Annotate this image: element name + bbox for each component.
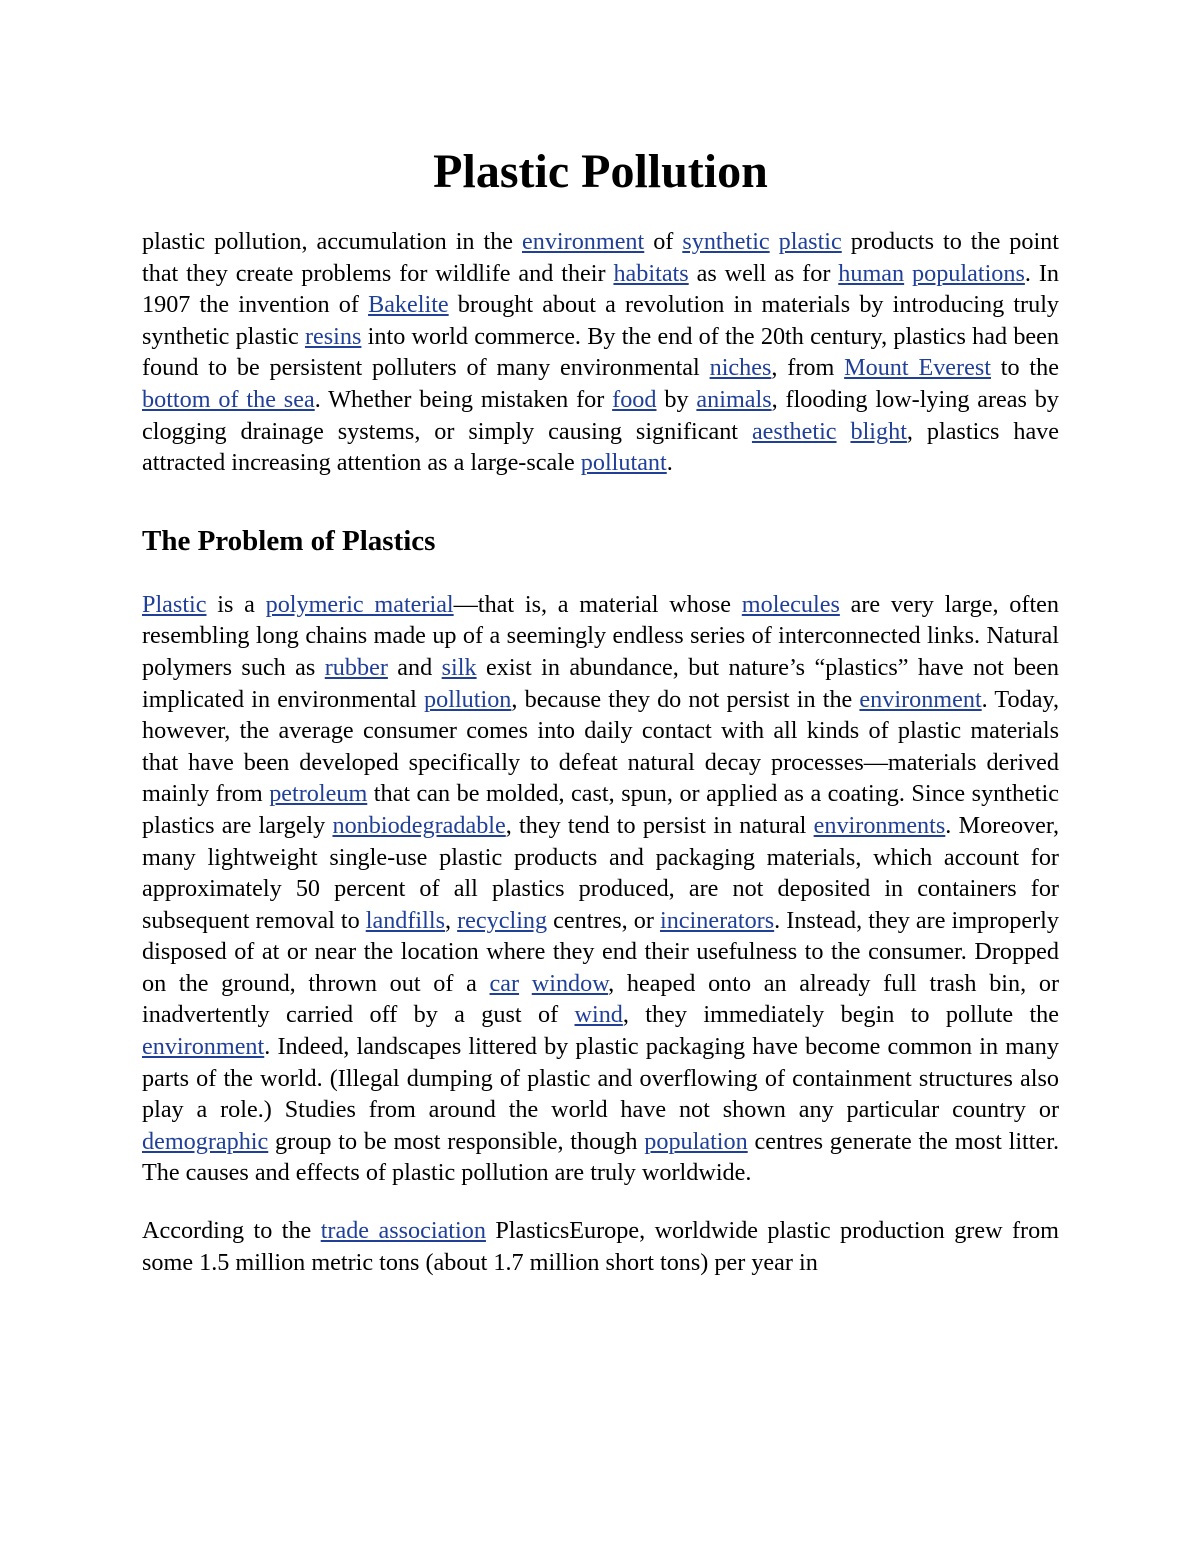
- text-run: group to be most responsible, though: [268, 1127, 645, 1155]
- text-run: . Indeed, landscapes littered by plastic packaging have become common in many parts of the world. (Illegal dumping of plastic and overflowing of containment structures also play a role.) Studies from around the world have not shown any particular country or: [142, 1033, 1059, 1124]
- text-run: into world commerce. By the end of the 20th century, plastics had been found to be persistent polluters of many environmental: [142, 322, 1059, 382]
- link-aesthetic[interactable]: aesthetic: [751, 417, 837, 445]
- text-run: , they immediately begin to pollute the: [622, 1001, 1059, 1029]
- text-run: .: [666, 449, 673, 477]
- text-run: . Moreover, many lightweight single-use plastic products and packaging materials, which account for approximately 50 percent of all plastics produced, are not deposited in containers for subsequent removal to: [142, 811, 1060, 934]
- link-habitats[interactable]: habitats: [613, 259, 689, 287]
- text-run: , they tend to persist in natural: [505, 811, 814, 839]
- link-incinerators[interactable]: incinerators: [659, 906, 775, 934]
- text-run: are very large, often resembling long chains made up of a seemingly endless series of interconnected links. Natural polymers such as: [142, 590, 1059, 681]
- link-environment[interactable]: environment: [522, 228, 645, 255]
- document-page: [142, 140, 1059, 1278]
- text-run: , from: [771, 354, 845, 382]
- text-run: . Whether being mistaken for: [314, 385, 613, 413]
- link-human[interactable]: human: [838, 259, 905, 287]
- text-run: , plastics have attracted increasing attention as a large-scale: [142, 417, 1060, 477]
- body-paragraph-1: [142, 589, 1059, 1189]
- link-molecules[interactable]: molecules: [741, 590, 840, 618]
- text-run: [904, 260, 912, 287]
- link-animals[interactable]: animals: [696, 385, 772, 413]
- link-mount-everest[interactable]: Mount Everest: [844, 354, 991, 382]
- link-bottom-of-the-sea[interactable]: bottom of the sea: [142, 385, 315, 413]
- text-run: that can be molded, cast, spun, or applied as a coating. Since synthetic plastics are largely: [142, 780, 1059, 839]
- link-recycling[interactable]: recycling: [457, 906, 548, 934]
- text-run: [837, 418, 851, 445]
- link-window[interactable]: window: [531, 969, 609, 997]
- link-rubber[interactable]: rubber: [324, 653, 388, 681]
- text-run: , because they do not persist in the: [511, 685, 860, 713]
- link-environment[interactable]: environment: [859, 685, 982, 713]
- text-run: by: [656, 385, 697, 413]
- text-run: to the: [990, 354, 1059, 382]
- text-run: brought about a revolution in materials by introducing truly synthetic plastic: [142, 291, 1060, 350]
- link-nonbiodegradable[interactable]: nonbiodegradable: [332, 811, 506, 839]
- text-run: and: [387, 653, 442, 681]
- text-run: plastic pollution, accumulation in the: [142, 228, 522, 255]
- link-environment[interactable]: environment: [142, 1033, 265, 1061]
- text-run: products to the point that they create problems for wildlife and their: [142, 228, 1059, 287]
- link-pollution[interactable]: pollution: [424, 685, 512, 713]
- text-run: . In 1907 the invention of: [142, 259, 1059, 319]
- body-paragraph-2: [142, 1215, 1059, 1278]
- text-run: . Today, however, the average consumer comes into daily contact with all kinds of plastic materials that have been developed specifically to defeat natural decay processes—materials derived mainly from: [142, 685, 1060, 808]
- text-run: . Instead, they are improperly disposed of at or near the location where they end their usefulness to the consumer. Dropped on the ground, thrown out of a: [142, 906, 1059, 997]
- text-run: According to the: [142, 1217, 321, 1245]
- text-run: PlasticsEurope, worldwide plastic production grew from some 1.5 million metric tons (about 1.7 million short tons) per year in: [142, 1217, 1059, 1276]
- text-run: , heaped onto an already full trash bin, or inadvertently carried off by a gust of: [142, 969, 1059, 1029]
- intro-paragraph: [142, 226, 1059, 479]
- link-polymeric-material[interactable]: polymeric material: [265, 590, 454, 618]
- link-car[interactable]: car: [489, 969, 520, 997]
- text-run: centres generate the most litter. The causes and effects of plastic pollution are truly worldwide.: [142, 1127, 1059, 1187]
- text-run: as well as for: [688, 259, 839, 287]
- link-trade-association[interactable]: trade association: [320, 1217, 486, 1245]
- text-run: ,: [445, 906, 458, 934]
- link-populations[interactable]: populations: [912, 259, 1025, 287]
- link-blight[interactable]: blight: [850, 417, 907, 445]
- link-population[interactable]: population: [644, 1127, 748, 1155]
- document-title: Plastic Pollution: [433, 145, 768, 198]
- link-synthetic[interactable]: synthetic: [682, 228, 770, 255]
- text-run: centres, or: [547, 906, 660, 934]
- link-pollutant[interactable]: pollutant: [580, 449, 667, 477]
- link-landfills[interactable]: landfills: [365, 906, 446, 934]
- text-run: [519, 970, 532, 997]
- link-resins[interactable]: resins: [304, 322, 362, 350]
- link-niches[interactable]: niches: [709, 354, 772, 382]
- link-plastic[interactable]: plastic: [778, 228, 842, 255]
- link-demographic[interactable]: demographic: [142, 1127, 269, 1155]
- link-environments[interactable]: environments: [813, 811, 946, 839]
- section-heading: The Problem of Plastics: [142, 524, 436, 557]
- link-silk[interactable]: silk: [441, 653, 477, 681]
- link-plastic[interactable]: Plastic: [142, 590, 207, 618]
- text-run: [770, 228, 779, 255]
- link-bakelite[interactable]: Bakelite: [368, 291, 449, 319]
- link-food[interactable]: food: [612, 385, 657, 413]
- text-run: is a: [206, 590, 266, 618]
- link-petroleum[interactable]: petroleum: [269, 780, 368, 808]
- text-run: , flooding low-lying areas by clogging drainage systems, or simply causing significant: [142, 385, 1059, 445]
- text-run: of: [644, 228, 683, 255]
- link-wind[interactable]: wind: [574, 1001, 623, 1029]
- text-run: —that is, a material whose: [453, 590, 742, 618]
- text-run: exist in abundance, but nature’s “plastics” have not been implicated in environmental: [142, 653, 1059, 713]
